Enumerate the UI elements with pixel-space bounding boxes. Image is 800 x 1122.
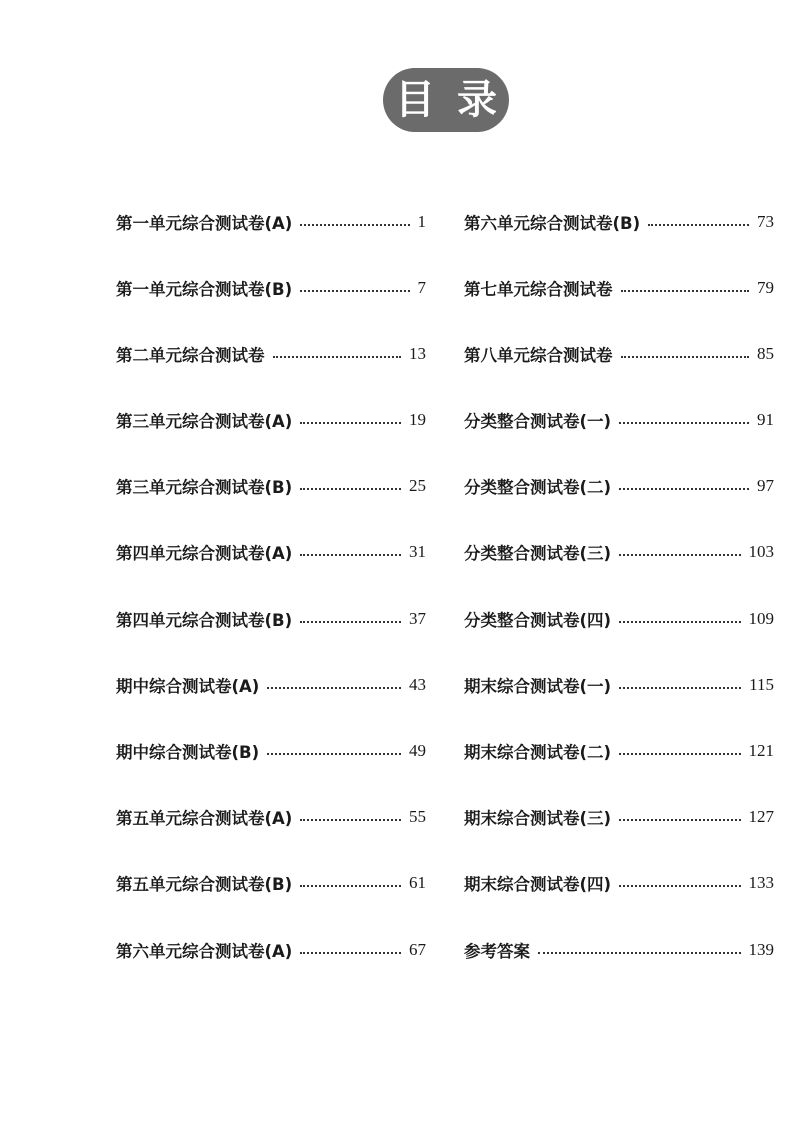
toc-entry-page: 79 (757, 277, 774, 297)
toc-entry-label: 第四单元综合测试卷(B) (116, 610, 293, 630)
toc-entry[interactable] (116, 868, 426, 899)
toc-entry[interactable] (116, 934, 426, 965)
toc-entry-label: 期末综合测试卷(二) (464, 743, 612, 762)
toc-leader-dots (300, 488, 401, 490)
toc-entry[interactable] (464, 206, 774, 237)
toc-entry[interactable] (116, 338, 426, 369)
toc-entry-label: 分类整合测试卷(四) (464, 610, 612, 630)
title-char-1: 目 (383, 68, 447, 132)
toc-leader-dots (619, 753, 740, 755)
toc-entry[interactable] (116, 537, 426, 568)
toc-entry[interactable] (464, 405, 774, 436)
toc-leader-dots (273, 356, 402, 358)
toc-leader-dots (619, 422, 749, 424)
toc-entry-label: 分类整合测试卷(二) (464, 478, 612, 498)
toc-entry[interactable] (116, 206, 426, 237)
toc-entry-label: 第三单元综合测试卷(B) (116, 478, 293, 498)
toc-entry-label: 第五单元综合测试卷(A) (116, 809, 293, 829)
toc-right-column (464, 206, 774, 1000)
toc-entry-label: 第一单元综合测试卷(B) (116, 279, 293, 299)
toc-entry[interactable] (116, 802, 426, 833)
toc-entry-page: 103 (748, 542, 774, 562)
toc-entry[interactable] (464, 471, 774, 502)
toc-entry[interactable] (464, 669, 774, 700)
toc-entry[interactable] (464, 603, 774, 634)
toc-leader-dots (538, 952, 741, 954)
toc-entry-page: 115 (749, 674, 774, 694)
toc-entry[interactable] (464, 338, 774, 369)
toc-leader-dots (267, 753, 401, 755)
toc-entry-label: 第六单元综合测试卷(B) (464, 213, 641, 233)
toc-entry-page: 73 (757, 211, 774, 231)
toc-leader-dots (300, 621, 401, 623)
title-char-2: 录 (445, 68, 509, 132)
toc-entry-label: 第二单元综合测试卷 (116, 345, 265, 365)
toc-entry[interactable] (464, 736, 774, 767)
toc-entry-label: 分类整合测试卷(三) (464, 544, 612, 564)
toc-leader-dots (648, 224, 749, 226)
toc-entry[interactable] (464, 934, 774, 965)
toc-entry-label: 第八单元综合测试卷 (464, 345, 613, 365)
toc-entry-page: 127 (748, 807, 774, 827)
toc-entry-page: 139 (748, 939, 774, 959)
toc-entry[interactable] (116, 471, 426, 502)
toc-entry-page: 85 (757, 343, 774, 363)
toc-entry-label: 第六单元综合测试卷(A) (116, 941, 293, 961)
toc-leader-dots (619, 554, 740, 556)
toc-entry-page: 61 (409, 873, 426, 893)
toc-leader-dots (267, 687, 401, 689)
toc-entry-label: 期末综合测试卷(四) (464, 875, 612, 895)
page-title (383, 68, 509, 132)
toc-entry[interactable] (116, 272, 426, 303)
toc-leader-dots (300, 554, 401, 556)
toc-leader-dots (300, 290, 409, 292)
toc-entry-label: 期末综合测试卷(三) (464, 809, 612, 829)
toc-entry-label: 期中综合测试卷(A) (116, 676, 260, 696)
toc-entry-label: 参考答案 (464, 941, 530, 961)
toc-leader-dots (300, 952, 401, 954)
toc-entry[interactable] (116, 603, 426, 634)
toc-entry-page: 109 (748, 608, 774, 628)
toc-entry-label: 第四单元综合测试卷(A) (116, 544, 293, 564)
toc-entry[interactable] (116, 736, 426, 767)
toc-leader-dots (300, 819, 401, 821)
toc-entry-page: 13 (409, 343, 426, 363)
toc-entry-page: 55 (409, 807, 426, 827)
toc-entry-page: 133 (748, 873, 774, 893)
toc-entry-label: 期中综合测试卷(B) (116, 743, 260, 762)
toc-leader-dots (621, 356, 750, 358)
toc-entry-page: 25 (409, 476, 426, 496)
toc-entry[interactable] (464, 537, 774, 568)
toc-entry-page: 43 (409, 674, 426, 694)
toc-leader-dots (300, 885, 401, 887)
toc-entry-page: 7 (417, 277, 426, 297)
toc-entry-page: 19 (409, 410, 426, 430)
toc-leader-dots (621, 290, 750, 292)
toc-leader-dots (619, 819, 740, 821)
toc-entry-label: 第三单元综合测试卷(A) (116, 412, 293, 432)
toc-entry-page: 121 (748, 741, 774, 760)
toc-leader-dots (300, 224, 409, 226)
toc-entry-page: 97 (757, 476, 774, 496)
toc-entry[interactable] (116, 405, 426, 436)
toc-entry-label: 第五单元综合测试卷(B) (116, 875, 293, 895)
toc-leader-dots (300, 422, 401, 424)
toc-entry[interactable] (116, 669, 426, 700)
toc-entry-label: 第七单元综合测试卷 (464, 279, 613, 299)
toc-entry[interactable] (464, 272, 774, 303)
toc-leader-dots (619, 488, 749, 490)
toc-entry-label: 第一单元综合测试卷(A) (116, 213, 293, 233)
toc-entry-label: 分类整合测试卷(一) (464, 412, 612, 432)
toc-entry[interactable] (464, 802, 774, 833)
toc-entry-page: 1 (417, 211, 426, 231)
toc-entry-label: 期末综合测试卷(一) (464, 676, 612, 696)
toc-leader-dots (619, 621, 740, 623)
toc-leader-dots (619, 687, 741, 689)
toc-entry-page: 49 (409, 741, 426, 760)
toc-entry-page: 67 (409, 939, 426, 959)
toc-entry-page: 91 (757, 410, 774, 430)
toc-left-column (116, 206, 426, 1000)
toc-entry-page: 31 (409, 542, 426, 562)
toc-leader-dots (619, 885, 740, 887)
toc-entry-page: 37 (409, 608, 426, 628)
toc-entry[interactable] (464, 868, 774, 899)
